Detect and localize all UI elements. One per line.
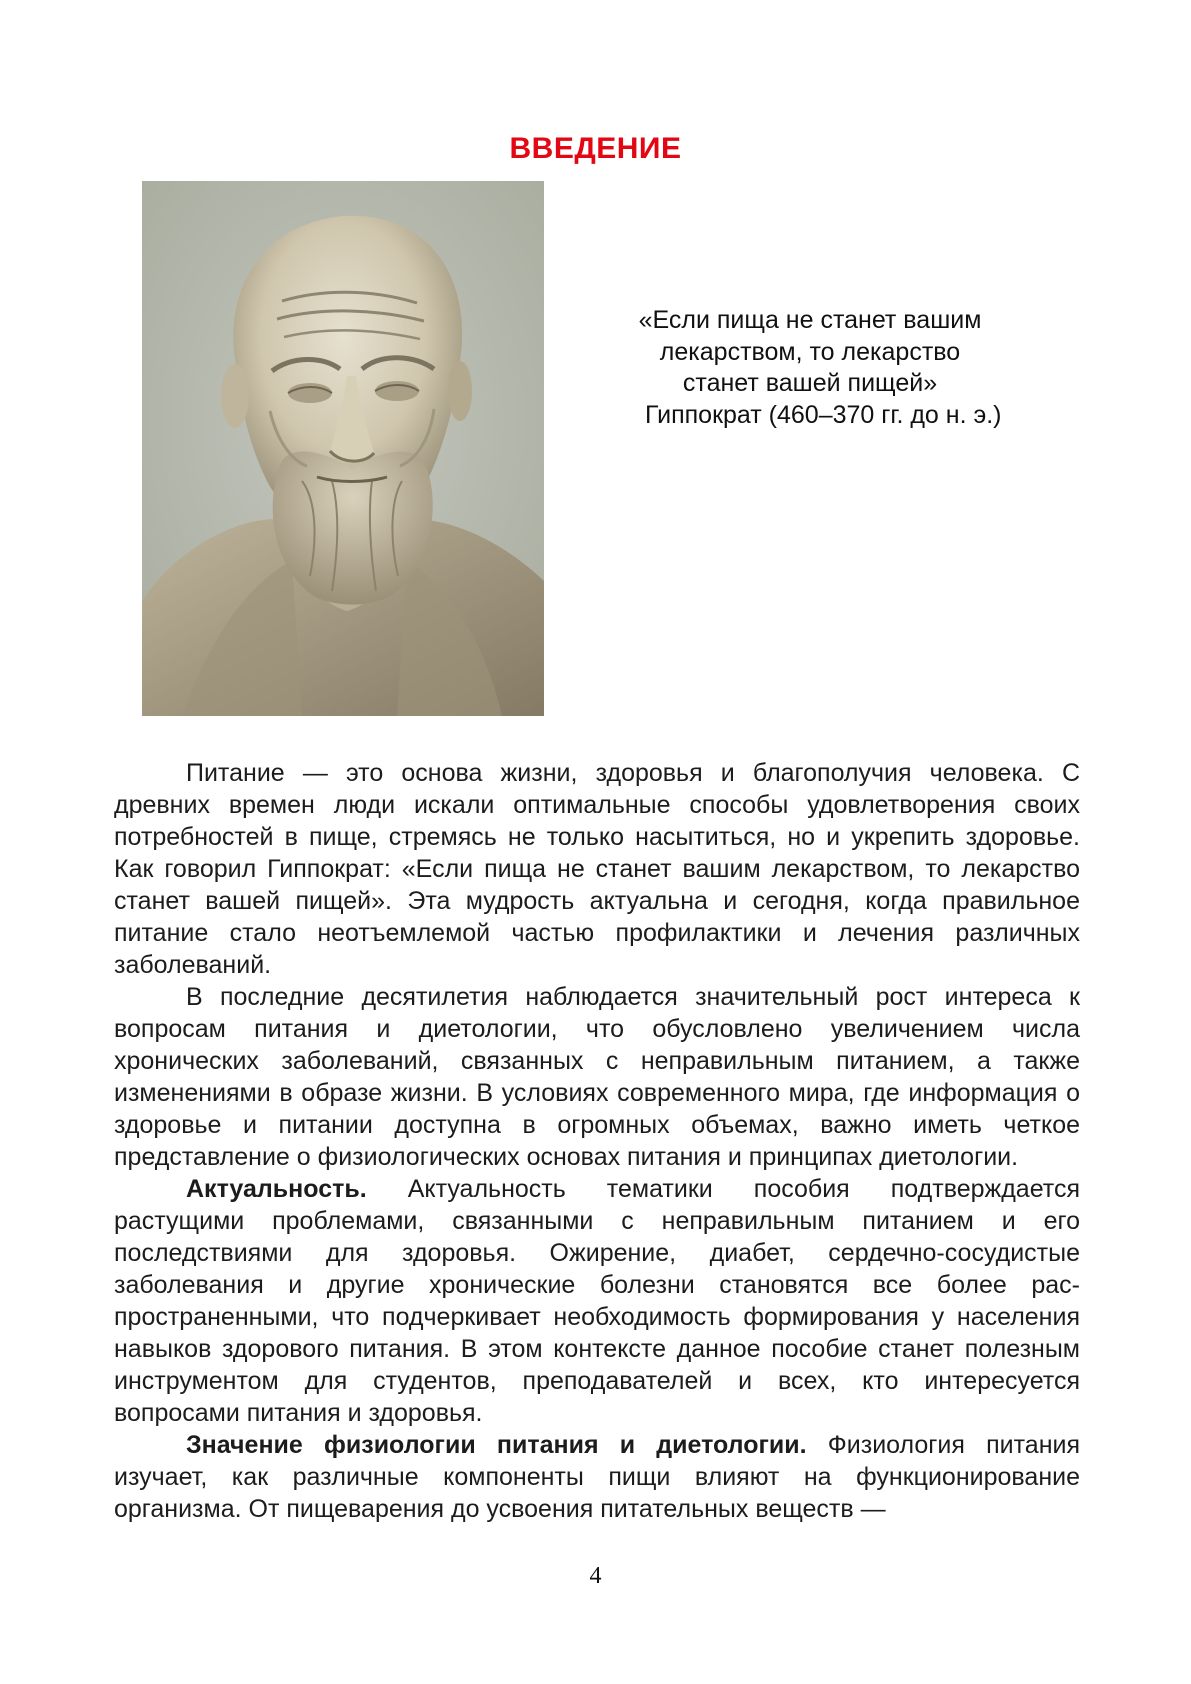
page-number: 4 [589,1563,602,1589]
quote-line: станет вашей пищей» [682,369,938,397]
quote-author: Гиппократ (460–370 гг. до н. э.) [645,400,1002,429]
paragraph [114,981,1080,1173]
paragraph-lead: Актуальность. [186,1175,408,1203]
paragraph-lead: Значение физиологии питания и диетологии. [186,1431,828,1459]
paragraph [114,1173,1080,1429]
paragraph-text: В последние десятилетия наблюдается значительный рост интереса к вопросам питания и диетологии, что обусловлено увеличением числа хронических заболеваний, связанных с неправильным питанием, а также изменениями в образе жизни. В условиях современного мира, где информация о здоровье и питании доступна в огромных объемах, важно иметь четкое представление о физиологических основах питания и принципах диетологии. [114,983,1080,1171]
paragraph-text: Физиология питания изучает, как различные компоненты пищи влияют на функционирование организма. От пищеварения до усвоения питательных веществ — [114,1431,1080,1523]
page-title: ВВЕДЕНИЕ [509,132,682,166]
paragraph [114,1429,1080,1525]
hippocrates-bust-image [142,181,544,716]
paragraph-text: Актуальность тематики пособия подтверждается растущими проблемами, связанными с неправильным питанием и его последствиями для здоровья. Ожирение, диабет, сердечно-сосудистые заболевания и другие хронические болезни становятся все более распространенными, что подчеркивает необходимость формирования у населения навыков здорового питания. В этом контексте данное пособие станет полезным инструментом для студентов, преподавателей и всех, кто интересуется вопросами питания и здоровья. [114,1175,1080,1427]
quote-line: лекарством, то лекарство [659,337,961,366]
paragraph [114,757,1080,981]
paragraph-text: Питание — это основа жизни, здоровья и благополучия человека. С древних времен люди искали оптимальные способы удовлетворения своих потребностей в пище, стремясь не только насытиться, но и укрепить здоровье. Как говорил Гиппократ: «Если пища не станет вашим лекарством, то лекарство станет вашей пищей». Эта мудрость актуальна и сегодня, когда правильное питание стало неотъемлемой частью профилактики и лечения различных заболеваний. [114,759,1080,979]
body-text [114,757,1080,1525]
quote-line: «Если пища не станет вашим [638,306,982,334]
epigraph-quote [600,305,1080,431]
marble-bust-icon [142,181,544,716]
